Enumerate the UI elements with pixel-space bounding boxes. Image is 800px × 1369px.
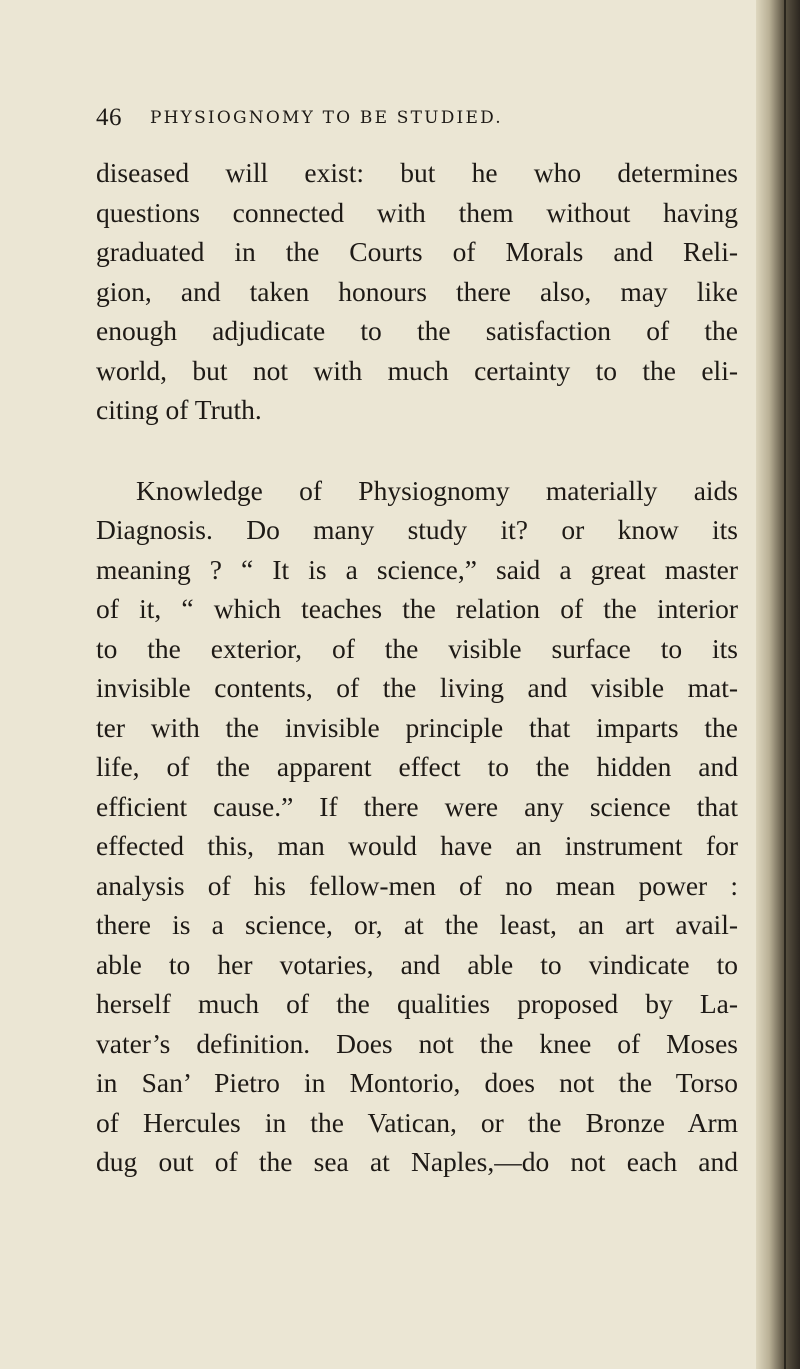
text-line: in San’ Pietro in Montorio, does not the Torso <box>96 1067 738 1098</box>
text-line: citing of Truth. <box>96 394 262 425</box>
text-line: ter with the invisible principle that imparts the <box>96 711 738 743</box>
text-line: graduated in the Courts of Morals and Reli- <box>96 236 738 267</box>
text-line: questions connected with them without having <box>96 196 738 228</box>
paragraph-gap <box>96 430 738 471</box>
text-line: vater’s definition. Does not the knee of Moses <box>96 1027 738 1059</box>
text-line: gion, and taken honours there also, may like <box>96 275 738 307</box>
text-line: life, of the apparent effect to the hidden and <box>96 751 738 782</box>
text-line: Knowledge of Physiognomy materially aids <box>136 474 738 506</box>
text-line: of Hercules in the Vatican, or the Bronze Arm <box>96 1106 738 1138</box>
body-text <box>96 153 738 1182</box>
page-binding-edge <box>756 0 800 1369</box>
text-line: effected this, man would have an instrument for <box>96 830 738 861</box>
binding-shadow-line <box>784 0 786 1369</box>
text-line: world, but not with much certainty to the eli- <box>96 354 738 386</box>
text-line: able to her votaries, and able to vindicate to <box>96 948 738 980</box>
text-line: diseased will exist: but he who determines <box>96 157 738 188</box>
text-line: invisible contents, of the living and visible mat- <box>96 672 738 703</box>
text-line: of it, “ which teaches the relation of the interior <box>96 593 738 624</box>
text-line: Diagnosis. Do many study it? or know its <box>96 514 738 545</box>
running-head: PHYSIOGNOMY TO BE STUDIED. <box>150 108 503 128</box>
text-line: enough adjudicate to the satisfaction of the <box>96 315 738 346</box>
text-line: there is a science, or, at the least, an art avail- <box>96 909 738 940</box>
text-line: meaning ? “ It is a science,” said a great master <box>96 553 738 585</box>
text-line: herself much of the qualities proposed by La- <box>96 988 738 1019</box>
text-line: efficient cause.” If there were any science that <box>96 790 738 822</box>
text-line: dug out of the sea at Naples,—do not each and <box>96 1146 738 1177</box>
page-number: 46 <box>96 104 122 131</box>
text-line: to the exterior, of the visible surface to its <box>96 632 738 664</box>
text-line: analysis of his fellow-men of no mean power : <box>96 869 738 901</box>
page-header <box>96 100 736 140</box>
